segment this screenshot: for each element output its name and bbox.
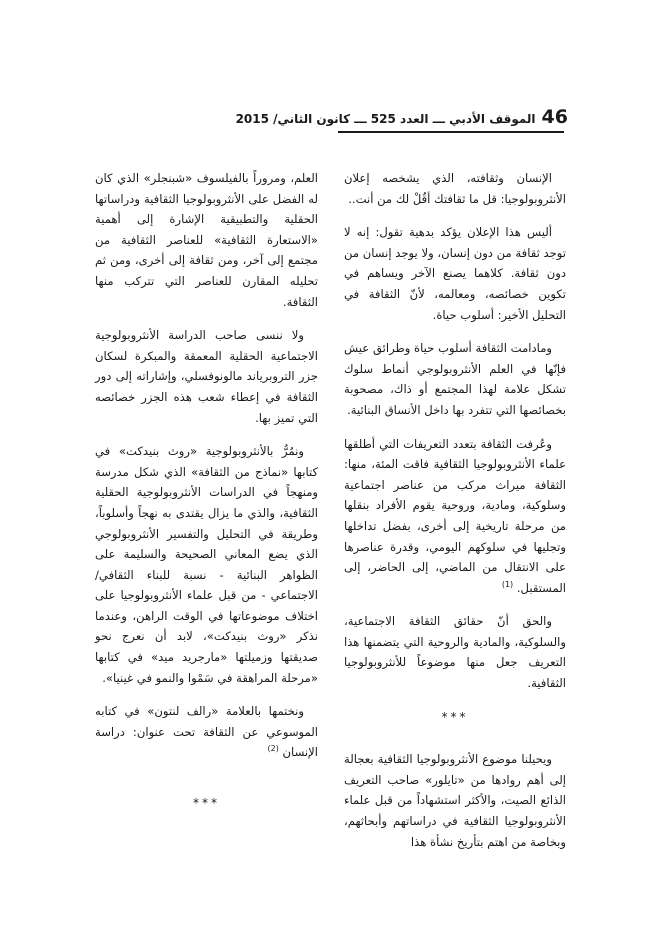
header-rule bbox=[338, 131, 564, 133]
footnote-ref: (1) bbox=[501, 579, 514, 589]
paragraph: الإنسان وثقافته، الذي يشخصه إعلان الأنثروبولوجيا: قل ما ثقافتك أقُلْ لك من أنت.. bbox=[344, 171, 566, 206]
footnote-ref: (2) bbox=[267, 744, 279, 754]
paragraph: ونمُرُّ بالأنثروبولوجية «روث بنيدكت» في كتابها «نماذج من الثقافة» الذي شكل مدرسة ومنهجاً في الدراسات الأنثروبولوجية الحقلية الثقافية، والذي ما يزال يقتدى به نهجاً وأسلوباً، وطريقة في التحليل والتفسير الأنثروبولوجي الذي يضع المعاني الصحيحة والسليمة على الظواهر البنائية - نسبة للبناء الثقافي/ الاجتماعي - من قبل علماء الأنثروبولوجيا على اختلاف موضوعاتها في الوقت الراهن، وعندما نذكر «روث بنيدكت»، لابد أن نعرج نحو صديقتها وزميلتها «مارجريد ميد» في كتابها «مرحلة المراهقة في سَمْوا والنمو في غينيا». bbox=[95, 444, 318, 685]
left-column bbox=[95, 168, 318, 836]
right-column bbox=[344, 168, 566, 865]
paragraph-text: ونختمها بالعلامة «رالف لنتون» في كتابه الموسوعي عن الثقافة تحت عنوان: دراسة الإنسان bbox=[95, 704, 318, 760]
paragraph: والحق أنّ حقائق الثقافة الاجتماعية، والسلوكية، والمادية والروحية التي يتضمنها هذا التعريف جعل منها موضوعاً للأنثروبولوجيا الثقافية. bbox=[344, 614, 566, 691]
paragraph-text: وعُرفت الثقافة بتعدد التعريفات التي أطلقها علماء الأنثروبولوجيا الثقافية فاقت المئة، منها: الثقافة ميراث مركب من عناصر اجتماعية وسلوكية، ومادية، وروحية يقوم الأفراد بنقلها من مرحلة تاريخية إلى أخرى، بفضل تداخلها وتجليها في سلوكهم اليومي، وقدرة عناصرها على الانتقال من الماضي، إلى الحاضر، إلى المستقبل. bbox=[344, 436, 566, 595]
section-separator: *** bbox=[441, 709, 469, 724]
page-number: 46 bbox=[541, 106, 568, 128]
running-title: الموقف الأدبي ـــ العدد 525 ـــ كانون الثاني/ 2015 bbox=[235, 112, 536, 126]
paragraph: ولا ننسى صاحب الدراسة الأنثروبولوجية الاجتماعية الحقلية المعمقة والمبكرة لسكان جزر التروبرياند مالونوفسلي، وإشاراته إلى دور الثقافة في إعطاء شعب هذه الجزر خصائصه التي تميز بها. bbox=[95, 328, 318, 425]
paragraph: أليس هذا الإعلان يؤكد بدهية تقول: إنه لا توجد ثقافة من دون إنسان، ولا يوجد إنسان من دون ثقافة. كلاهما يصنع الآخر ويساهم في تكوين خصائصه، ومعالمه، لأنّ الثقافة في التحليل الأخير: أسلوب حياة. bbox=[344, 225, 566, 322]
paragraph: ويحيلنا موضوع الأنثروبولوجيا الثقافية بعجالة إلى أهم روادها من «تايلور» صاحب التعريف الذائع الصيت، والأكثر استشهاداً من قبل علماء الأنثروبولوجيا الثقافية في دراساتهم وأبحاثهم، وبخاصة من اهتم بتأريخ نشأة هذا bbox=[344, 752, 566, 849]
paragraph bbox=[344, 434, 566, 599]
section-separator: *** bbox=[193, 796, 220, 811]
paragraph: العلم، ومروراً بالفيلسوف «شبنجلر» الذي كان له الفضل على الأنثروبولوجيا الثقافية ودراساتها الحقلية والتطبيقية الإشارة إلى أهمية «الاستعارة الثقافية» للعناصر الثقافية من مجتمع إلى آخر، ومن ثقافة إلى أخرى، ومن ثم تحليله المقارن للعناصر التي تتركب منها الثقافة. bbox=[95, 171, 318, 309]
paragraph: ومادامت الثقافة أسلوب حياة وطرائق عيش فإنّها في العلم الأنثروبولوجي أنماط سلوك تشكل علامة لهذا المجتمع أو ذاك، مصحوبة بخصائصها التي تتفرد بها داخل الأنساق البنائية. bbox=[344, 341, 566, 417]
running-header bbox=[235, 106, 568, 132]
paragraph bbox=[95, 701, 318, 763]
